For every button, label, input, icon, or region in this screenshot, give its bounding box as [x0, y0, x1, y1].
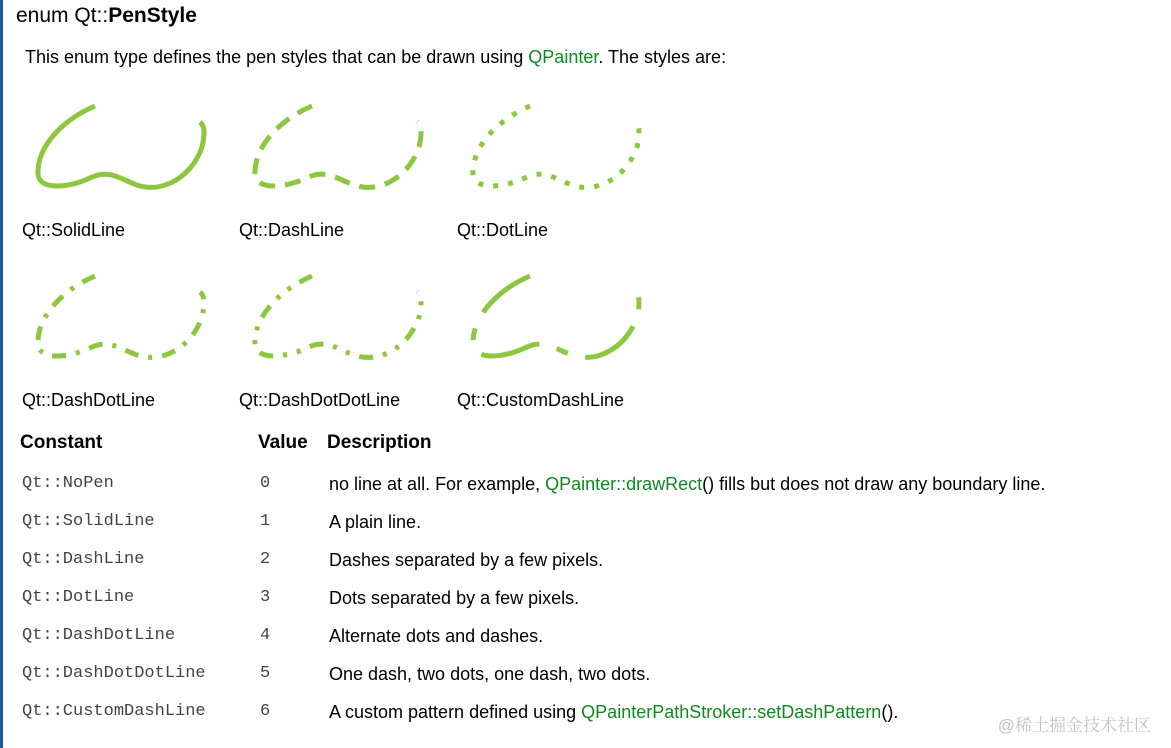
curve-path [255, 106, 421, 187]
description-cell: A plain line. [329, 512, 422, 532]
dash-dot-dot-line-curve [239, 262, 439, 387]
qpainter-link[interactable]: QPainter [528, 47, 599, 67]
header-constant: Constant [20, 432, 103, 453]
constant-cell: Qt::SolidLine [22, 512, 155, 531]
sample-caption: Qt::SolidLine [22, 220, 126, 240]
curve-path [255, 276, 421, 357]
custom-dash-line-curve [457, 262, 657, 387]
header-value: Value [258, 432, 308, 453]
watermark: @稀土掘金技术社区 [997, 716, 1151, 735]
header-description: Description [327, 432, 432, 453]
curve-path [473, 276, 639, 357]
sample-caption: Qt::CustomDashLine [457, 390, 625, 410]
table-row [0, 691, 1171, 729]
page-title [16, 3, 197, 29]
constant-cell: Qt::DashDotLine [22, 626, 176, 645]
value-cell: 2 [260, 550, 271, 569]
title-prefix: enum Qt:: [16, 4, 109, 27]
value-cell: 0 [260, 474, 271, 493]
value-cell: 5 [260, 664, 271, 683]
desc-text: A custom pattern defined using [329, 702, 582, 722]
sample-caption: Qt::DotLine [457, 220, 549, 240]
curve-path [473, 106, 639, 187]
constant-cell: Qt::DotLine [22, 588, 135, 607]
desc-text-after: (). [881, 702, 899, 722]
curve-path [38, 106, 204, 187]
intro-after: . The styles are: [598, 47, 727, 67]
title-name: PenStyle [108, 4, 197, 27]
sample-caption: Qt::DashLine [239, 220, 345, 240]
constant-cell: Qt::DashLine [22, 550, 145, 569]
description-cell: Alternate dots and dashes. [329, 626, 544, 646]
table-row [0, 615, 1171, 653]
drawrect-link[interactable]: QPainter::drawRect [545, 474, 703, 494]
description-cell: Dashes separated by a few pixels. [329, 550, 604, 570]
curve-path [38, 276, 204, 357]
intro-before: This enum type defines the pen styles that can be drawn using [25, 47, 529, 67]
sample-dot-line [457, 92, 657, 252]
dash-dot-line-curve [22, 262, 222, 387]
value-cell: 1 [260, 512, 271, 531]
desc-text-after: () fills but does not draw any boundary line. [702, 474, 1046, 494]
sample-caption: Qt::DashDotLine [22, 390, 156, 410]
constant-cell: Qt::DashDotDotLine [22, 664, 206, 683]
sample-dash-dot-dot-line [239, 262, 439, 422]
sample-custom-dash-line [457, 262, 657, 422]
constant-cell: Qt::CustomDashLine [22, 702, 206, 721]
table-row [0, 463, 1171, 501]
description-cell: One dash, two dots, one dash, two dots. [329, 664, 651, 684]
table-row [0, 539, 1171, 577]
value-cell: 4 [260, 626, 271, 645]
table-row [0, 501, 1171, 539]
sample-dash-dot-line [22, 262, 222, 422]
setdashpattern-link[interactable]: QPainterPathStroker::setDashPattern [581, 702, 882, 722]
dash-line-curve [239, 92, 439, 217]
dot-line-curve [457, 92, 657, 217]
sample-solid-line [22, 92, 222, 252]
description-cell: Dots separated by a few pixels. [329, 588, 580, 608]
solid-line-curve [22, 92, 222, 217]
table-row [0, 577, 1171, 615]
value-cell: 3 [260, 588, 271, 607]
value-cell: 6 [260, 702, 271, 721]
table-row [0, 653, 1171, 691]
desc-text: no line at all. For example, [329, 474, 546, 494]
description-cell [329, 701, 898, 723]
intro-text [25, 46, 726, 68]
sample-dash-line [239, 92, 439, 252]
sample-caption: Qt::DashDotDotLine [239, 390, 401, 410]
description-cell [329, 473, 1045, 495]
constant-cell: Qt::NoPen [22, 474, 114, 493]
